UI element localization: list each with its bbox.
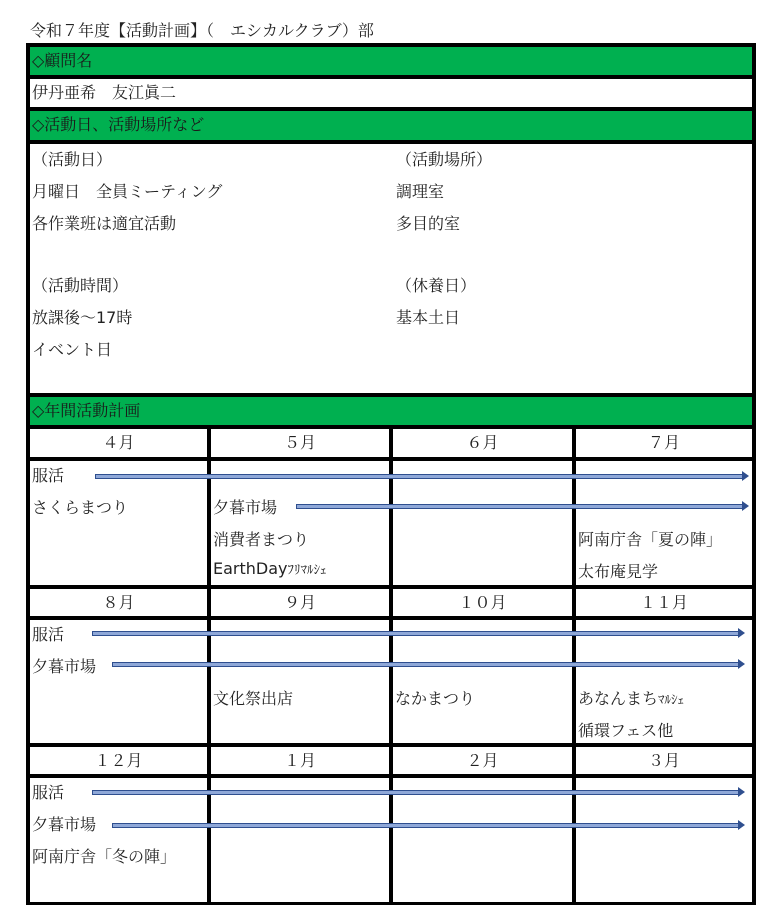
month-header: ７月 [576,429,752,457]
activity-item: 循環フェス他 [578,721,674,740]
activity-item: 太布庵見学 [578,562,659,581]
month-header: ２月 [393,747,572,774]
place-line: 多目的室 [396,214,461,233]
days-line: 月曜日 全員ミーティング [32,182,223,201]
month-cell [576,620,752,743]
arrow-right-icon [296,504,743,509]
activity-item: 阿南庁舎「夏の陣」 [578,530,723,549]
arrow-right-icon [112,662,739,667]
month-header: ９月 [211,589,389,616]
activity-item: 阿南庁舎「冬の陣」 [32,847,177,866]
advisor-names: 伊丹亜希 友江眞二 [30,79,752,107]
activity-item: 消費者まつり [213,530,310,549]
month-cell [30,461,207,585]
activity-info-box [30,144,752,393]
activity-item: EarthDayﾌﾘﾏﾙｼｪ [213,559,327,578]
time-line: 放課後～17時 [32,308,133,327]
month-header: １２月 [30,747,207,774]
month-cell [211,461,389,585]
arrow-right-icon [92,790,739,795]
activity-item: なかまつり [395,689,476,708]
month-cell [576,778,752,902]
advisor-heading: ◇顧問名 [30,47,752,75]
month-cell [30,778,207,902]
place-label: （活動場所） [396,150,493,169]
month-cell [211,620,389,743]
activity-item: 夕暮市場 [32,815,97,834]
month-header: １１月 [576,589,752,616]
month-cell [30,620,207,743]
activity-info-heading: ◇活動日、活動場所など [30,111,752,140]
month-cell [393,620,572,743]
activity-item: 服活 [32,783,65,802]
month-header: ５月 [211,429,389,457]
month-header: ８月 [30,589,207,616]
days-line: 各作業班は適宜活動 [32,214,177,233]
activity-item: 服活 [32,466,65,485]
time-label: （活動時間） [32,276,129,295]
month-cell [576,461,752,585]
page-title: 令和７年度【活動計画】（ エシカルクラブ）部 [30,21,374,40]
month-header: １月 [211,747,389,774]
days-label: （活動日） [32,150,113,169]
arrow-right-icon [95,474,743,479]
holiday-value: 基本土日 [396,308,461,327]
month-cell [393,778,572,902]
arrow-right-icon [92,631,739,636]
month-header: ３月 [576,747,752,774]
holiday-label: （休養日） [396,276,477,295]
arrow-right-icon [112,823,739,828]
place-line: 調理室 [396,182,445,201]
month-header: ４月 [30,429,207,457]
month-header: ６月 [393,429,572,457]
activity-item: 夕暮市場 [213,498,278,517]
activity-item: さくらまつり [32,498,129,517]
month-cell [211,778,389,902]
month-header: １０月 [393,589,572,616]
activity-item: 夕暮市場 [32,657,97,676]
activity-item: あなんまちﾏﾙｼｪ [578,689,685,708]
activity-item: 服活 [32,625,65,644]
month-cell [393,461,572,585]
time-line: イベント日 [32,340,113,359]
annual-plan-heading: ◇年間活動計画 [30,397,752,425]
activity-item: 文化祭出店 [213,689,294,708]
